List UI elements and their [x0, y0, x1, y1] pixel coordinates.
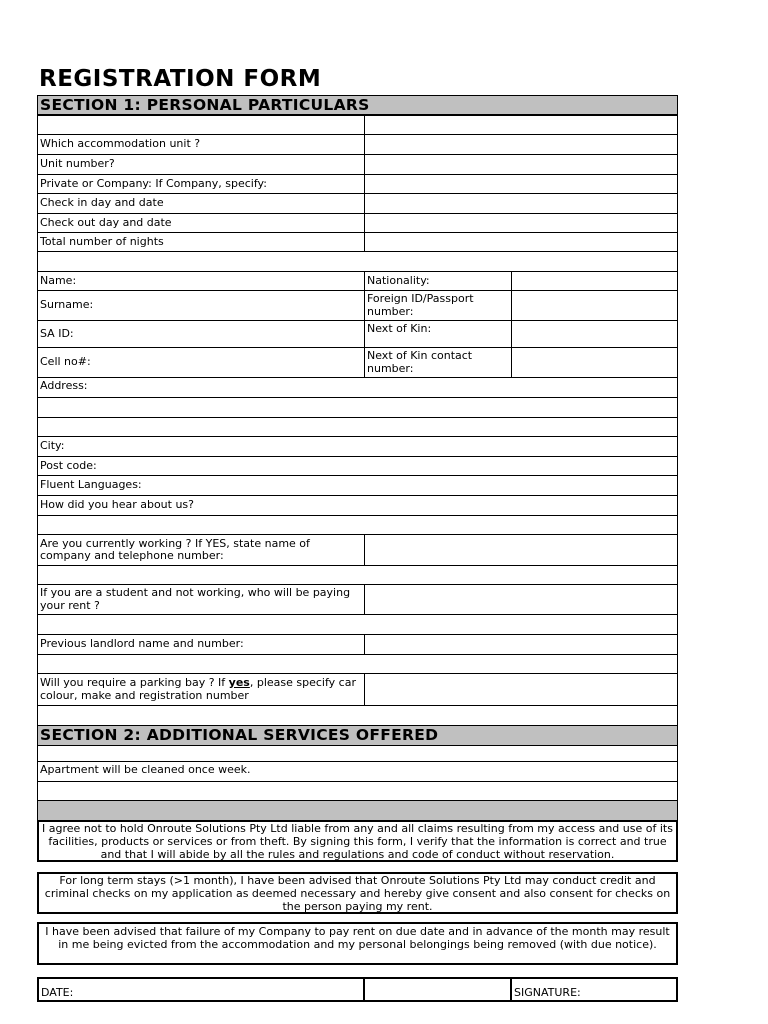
gray-divider	[37, 800, 678, 821]
sa-id-label: SA ID:	[37, 320, 365, 348]
blank-row	[37, 614, 678, 635]
blank-row	[37, 565, 678, 585]
surname-label: Surname:	[37, 290, 365, 321]
liability-agreement: I agree not to hold Onroute Solutions Pty Ltd liable from any and all claims resulting from my access and use of its facilities, products or services or from theft. By signing this form, I verify that the information is correct and true and that I will abide by all the rules and regulations and code of conduct without reservation.	[37, 820, 678, 862]
previous-landlord-field[interactable]	[364, 634, 678, 655]
blank-value-field[interactable]	[364, 115, 678, 135]
section-1-heading: SECTION 1: PERSONAL PARTICULARS	[37, 95, 678, 115]
total-nights-label: Total number of nights	[37, 232, 365, 252]
accommodation-unit-label: Which accommodation unit ?	[37, 134, 365, 155]
check-out-label: Check out day and date	[37, 213, 365, 233]
next-of-kin-label: Next of Kin:	[364, 320, 512, 348]
next-of-kin-field[interactable]	[511, 320, 678, 348]
city-field[interactable]: City:	[37, 436, 678, 457]
check-out-field[interactable]	[364, 213, 678, 233]
foreign-id-label: Foreign ID/Passport number:	[364, 290, 512, 321]
date-value-field[interactable]	[363, 977, 512, 1002]
student-payer-field[interactable]	[364, 584, 678, 615]
hear-about-us-field[interactable]: How did you hear about us?	[37, 495, 678, 516]
post-code-field[interactable]: Post code:	[37, 456, 678, 476]
eviction-notice: I have been advised that failure of my Company to pay rent on due date and in advance of the month may result in me being evicted from the accommodation and my personal belongings being removed (with due notice).	[37, 922, 678, 965]
next-of-kin-contact-field[interactable]	[511, 347, 678, 378]
hear-about-us-answer-field[interactable]	[37, 515, 678, 535]
previous-landlord-label: Previous landlord name and number:	[37, 634, 365, 655]
currently-working-label: Are you currently working ? If YES, state name of company and telephone number:	[37, 534, 365, 566]
blank-row	[37, 251, 678, 272]
total-nights-field[interactable]	[364, 232, 678, 252]
cleaning-service-text: Apartment will be cleaned once week.	[37, 761, 678, 782]
foreign-id-field[interactable]	[511, 290, 678, 321]
unit-number-label: Unit number?	[37, 154, 365, 175]
address-line-3-field[interactable]	[37, 417, 678, 437]
currently-working-field[interactable]	[364, 534, 678, 566]
name-label: Name:	[37, 271, 365, 291]
date-field[interactable]: DATE:	[37, 977, 365, 1002]
parking-bay-label: Will you require a parking bay ? If yes, please specify car colour, make and registration number	[37, 673, 365, 706]
section-2-heading: SECTION 2: ADDITIONAL SERVICES OFFERED	[37, 725, 678, 746]
blank-row	[37, 781, 678, 801]
fluent-languages-field[interactable]: Fluent Languages:	[37, 475, 678, 496]
parking-bay-field[interactable]	[364, 673, 678, 706]
check-in-label: Check in day and date	[37, 193, 365, 214]
blank-row	[37, 705, 678, 726]
blank-row	[37, 745, 678, 762]
private-company-label: Private or Company: If Company, specify:	[37, 174, 365, 194]
check-in-field[interactable]	[364, 193, 678, 214]
next-of-kin-contact-label: Next of Kin contact number:	[364, 347, 512, 378]
nationality-label: Nationality:	[364, 271, 512, 291]
private-company-field[interactable]	[364, 174, 678, 194]
unit-number-field[interactable]	[364, 154, 678, 175]
nationality-field[interactable]	[511, 271, 678, 291]
accommodation-unit-field[interactable]	[364, 134, 678, 155]
blank-row	[37, 654, 678, 674]
blank-label-cell	[37, 115, 365, 135]
cell-no-label: Cell no#:	[37, 347, 365, 378]
address-field[interactable]: Address:	[37, 377, 678, 398]
credit-checks-consent: For long term stays (>1 month), I have been advised that Onroute Solutions Pty Ltd may conduct credit and criminal checks on my application as deemed necessary and hereby give consent and also consent for checks on the person paying my rent.	[37, 872, 678, 914]
student-payer-label: If you are a student and not working, who will be paying your rent ?	[37, 584, 365, 615]
address-line-2-field[interactable]	[37, 397, 678, 418]
signature-field[interactable]: SIGNATURE:	[510, 977, 678, 1002]
form-title: REGISTRATION FORM	[39, 66, 322, 92]
